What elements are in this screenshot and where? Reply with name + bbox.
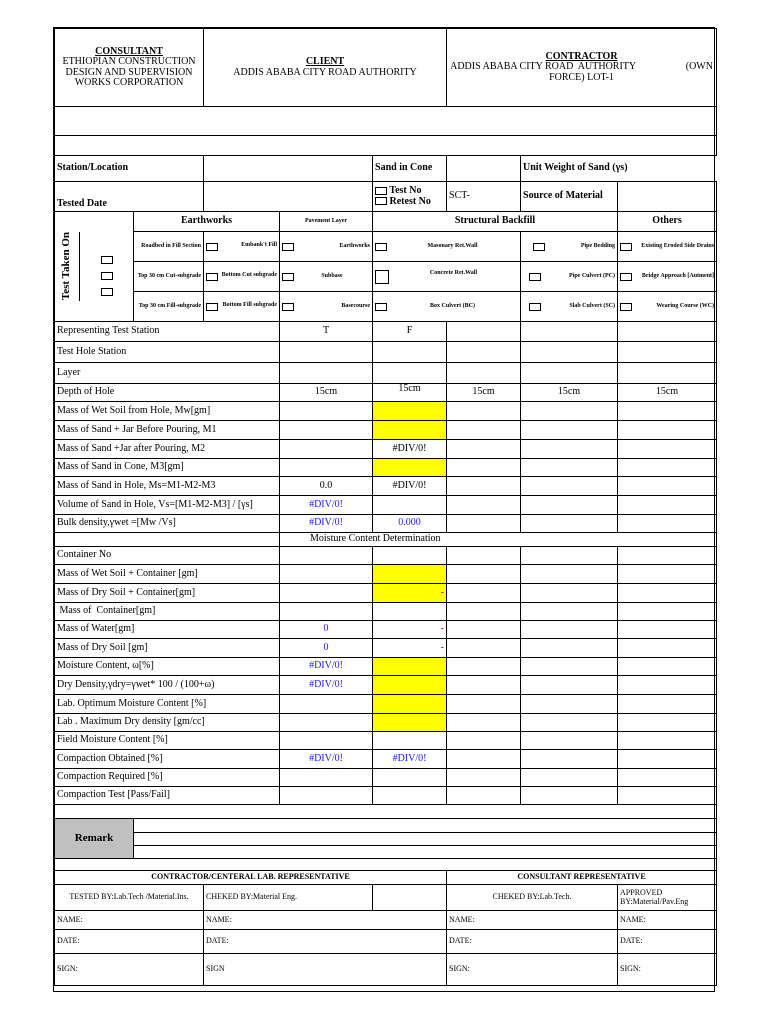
moisture-value-cell[interactable] [373, 676, 447, 695]
box-culvert-option [373, 292, 521, 322]
moisture-row-label: Mass of Wet Soil + Container [gm] [55, 565, 280, 584]
cheked-by-tech-label: CHEKED BY:Lab.Tech. [447, 885, 618, 911]
density-value-cell[interactable] [373, 342, 447, 363]
test-taken-on-cell [55, 212, 134, 322]
moisture-value-cell[interactable] [447, 676, 521, 695]
concrete-wall-option [373, 262, 521, 292]
density-row-label: Mass of Sand in Cone, M3[gm] [55, 459, 280, 477]
density-value-cell[interactable] [521, 363, 618, 384]
consultant-name: ETHIOPIAN CONSTRUCTION DESIGN AND SUPERVISION WORKS CORPORATION [62, 56, 196, 88]
moisture-value-cell[interactable] [521, 547, 618, 565]
density-row-label: Layer [55, 363, 280, 384]
tested-sign-field[interactable]: SIGN: [55, 954, 204, 986]
moisture-value-cell[interactable] [447, 603, 521, 621]
density-value-cell[interactable] [618, 515, 717, 533]
basecourse-option [280, 292, 373, 322]
moisture-value-cell[interactable]: - [373, 584, 447, 603]
moisture-value-cell[interactable]: #DIV/0! [280, 750, 373, 769]
density-value-cell[interactable] [373, 402, 447, 421]
bottom-fill-option [204, 292, 280, 322]
density-row-label: Volume of Sand in Hole, Vs=[M1-M2-M3] / [γs] [55, 496, 280, 515]
contractor-title: CONTRACTOR [545, 50, 618, 62]
moisture-row-label: Compaction Required [%] [55, 769, 280, 787]
moisture-value-cell[interactable] [373, 603, 447, 621]
moisture-row-label: Compaction Obtained [%] [55, 750, 280, 769]
density-value-cell[interactable] [521, 322, 618, 342]
client-header [204, 29, 447, 107]
density-value-cell[interactable] [521, 477, 618, 496]
density-value-cell[interactable] [521, 459, 618, 477]
moisture-value-cell[interactable] [521, 603, 618, 621]
density-value-cell[interactable] [447, 459, 521, 477]
box-culvert-checkbox[interactable] [375, 303, 387, 311]
pipe-culvert-label: Pipe Culvert (PC) [569, 272, 616, 279]
top30-fill-label: Top 30 cm Fill-subgrade [134, 292, 204, 322]
moisture-value-cell[interactable] [521, 676, 618, 695]
moisture-value-cell[interactable] [280, 769, 373, 787]
tested-date-field[interactable]: DATE: [55, 930, 204, 954]
moisture-value-cell[interactable] [373, 658, 447, 676]
density-value-cell[interactable] [521, 402, 618, 421]
box-culvert-label: Box Culvert (BC) [430, 302, 476, 309]
moisture-value-cell[interactable] [618, 695, 717, 714]
density-value-cell[interactable] [618, 477, 717, 496]
density-value-cell[interactable]: T [280, 322, 373, 342]
cheked-by-eng-label: CHEKED BY:Material Eng. [204, 885, 373, 911]
moisture-value-cell[interactable] [373, 732, 447, 750]
density-value-cell[interactable]: 15cm [280, 384, 373, 402]
density-value-cell[interactable] [447, 402, 521, 421]
density-value-cell[interactable] [447, 421, 521, 440]
moisture-value-cell[interactable] [447, 714, 521, 732]
moisture-value-cell[interactable] [521, 565, 618, 584]
cheked-eng-name-field[interactable]: NAME: [204, 911, 447, 930]
cheked-tech-name-field[interactable]: NAME: [447, 911, 618, 930]
density-value-cell[interactable] [521, 515, 618, 533]
density-value-cell[interactable] [373, 363, 447, 384]
pipe-bedding-label: Pipe Bedding [580, 242, 616, 249]
density-value-cell[interactable] [521, 496, 618, 515]
moisture-value-cell[interactable] [280, 787, 373, 805]
moisture-value-cell[interactable] [447, 565, 521, 584]
moisture-value-cell[interactable] [521, 621, 618, 639]
signoff-blank-1 [373, 885, 447, 911]
bottom-cut-checkbox[interactable] [206, 273, 218, 281]
contractor-header [447, 29, 717, 107]
moisture-row-label: Container No [55, 547, 280, 565]
density-value-cell[interactable] [447, 363, 521, 384]
moisture-value-cell[interactable] [280, 695, 373, 714]
density-value-cell[interactable] [280, 440, 373, 459]
density-value-cell[interactable] [618, 402, 717, 421]
embankt-fill-option [204, 232, 280, 262]
moisture-row-label: Lab. Optimum Moisture Content [%] [55, 695, 280, 714]
moisture-value-cell[interactable] [447, 658, 521, 676]
sand-in-cone-value[interactable] [447, 156, 521, 182]
embankt-fill-label: Embank't Fill [241, 242, 278, 248]
moisture-value-cell[interactable] [618, 603, 717, 621]
moisture-value-cell[interactable] [373, 695, 447, 714]
sand-in-cone-label: Sand in Cone [373, 156, 447, 182]
density-value-cell[interactable]: 15cm [618, 384, 717, 402]
moisture-value-cell[interactable] [447, 769, 521, 787]
density-value-cell[interactable] [280, 342, 373, 363]
top30-fill-checkbox[interactable] [101, 288, 113, 296]
cheked-tech-date-field[interactable]: DATE: [447, 930, 618, 954]
moisture-value-cell[interactable]: #DIV/0! [280, 658, 373, 676]
moisture-value-cell[interactable] [447, 695, 521, 714]
moisture-value-cell[interactable] [521, 714, 618, 732]
moisture-value-cell[interactable] [618, 621, 717, 639]
density-value-cell[interactable]: #DIV/0! [373, 477, 447, 496]
structural-backfill-group: Structural Backfill [373, 212, 618, 232]
density-value-cell[interactable] [618, 363, 717, 384]
station-location-value[interactable] [204, 156, 373, 182]
moisture-row-label: Compaction Test [Pass/Fail] [55, 787, 280, 805]
moisture-value-cell[interactable] [618, 787, 717, 805]
consultant-title: CONSULTANT [95, 45, 163, 57]
pipe-culvert-checkbox[interactable] [529, 273, 541, 281]
density-value-cell[interactable] [280, 363, 373, 384]
moisture-value-cell[interactable] [618, 547, 717, 565]
density-value-cell[interactable] [618, 421, 717, 440]
retest-no-label: Retest No [389, 195, 431, 207]
moisture-value-cell[interactable] [373, 547, 447, 565]
density-row-label: Mass of Wet Soil from Hole, Mw[gm] [55, 402, 280, 421]
moisture-value-cell[interactable] [447, 547, 521, 565]
moisture-value-cell[interactable] [521, 584, 618, 603]
moisture-value-cell[interactable] [447, 732, 521, 750]
field-density-form [53, 27, 715, 992]
moisture-value-cell[interactable] [618, 639, 717, 658]
masonary-checkbox[interactable] [375, 243, 387, 251]
density-row-label: Mass of Sand + Jar Before Pouring, M1 [55, 421, 280, 440]
approved-sign-field[interactable]: SIGN: [618, 954, 717, 986]
pipe-culvert-option [521, 262, 618, 292]
density-value-cell[interactable] [447, 496, 521, 515]
approved-by-label: APPROVED BY:Material/Pav.Eng [618, 885, 717, 911]
density-value-cell[interactable] [618, 459, 717, 477]
moisture-value-cell[interactable] [373, 787, 447, 805]
moisture-value-cell[interactable] [447, 787, 521, 805]
density-value-cell[interactable] [618, 322, 717, 342]
basecourse-checkbox[interactable] [282, 303, 294, 311]
test-retest-cell [373, 182, 447, 212]
density-row-label: Representing Test Station [55, 322, 280, 342]
eroded-drains-checkbox[interactable] [620, 243, 632, 251]
subbase-checkbox[interactable] [282, 273, 294, 281]
cheked-tech-sign-field[interactable]: SIGN: [447, 954, 618, 986]
bridge-approach-option [618, 262, 717, 292]
moisture-value-cell[interactable]: 0 [280, 639, 373, 658]
approved-name-field[interactable]: NAME: [618, 911, 717, 930]
density-value-cell[interactable] [373, 459, 447, 477]
eroded-drains-option [618, 232, 717, 262]
bridge-approach-checkbox[interactable] [620, 273, 632, 281]
density-value-cell[interactable] [447, 440, 521, 459]
remark-line-2[interactable] [134, 833, 717, 846]
density-value-cell[interactable]: F [373, 322, 447, 342]
density-value-cell[interactable] [280, 459, 373, 477]
moisture-value-cell[interactable] [447, 584, 521, 603]
remark-spacer [55, 805, 717, 819]
blank-row-2[interactable] [55, 136, 717, 156]
test-no-checkbox[interactable] [375, 187, 387, 195]
moisture-value-cell[interactable] [447, 621, 521, 639]
earthworks-option [280, 232, 373, 262]
consultant-header [55, 29, 204, 107]
blank-row-1[interactable] [55, 107, 717, 136]
moisture-value-cell[interactable] [280, 603, 373, 621]
client-title: CLIENT [305, 56, 345, 67]
bottom-fill-checkbox[interactable] [206, 303, 218, 311]
density-value-cell[interactable]: 15cm [373, 384, 447, 402]
bridge-approach-label: Bridge Approach [Autment] [641, 272, 715, 279]
earthworks-label: Earthworks [339, 242, 371, 249]
moisture-section-title: Moisture Content Determination [280, 533, 717, 547]
test-no-label: Test No [389, 185, 422, 196]
subbase-label: Subbase [321, 272, 343, 279]
density-row-label: Mass of Sand +Jar after Pouring, M2 [55, 440, 280, 459]
roadbed-fill-checkbox[interactable] [101, 256, 113, 264]
density-value-cell[interactable]: 15cm [521, 384, 618, 402]
cheked-eng-sign-field[interactable]: SIGN [204, 954, 447, 986]
remark-line-3[interactable] [134, 846, 717, 859]
density-value-cell[interactable] [447, 477, 521, 496]
density-value-cell[interactable] [618, 342, 717, 363]
moisture-row-label: Moisture Content, ω[%] [55, 658, 280, 676]
moisture-value-cell[interactable] [618, 676, 717, 695]
bottom-fill-label: Bottom Fill subgrade [222, 302, 278, 308]
sct-cell[interactable]: SCT- [447, 182, 521, 212]
moisture-value-cell[interactable]: #DIV/0! [280, 676, 373, 695]
density-value-cell[interactable] [280, 421, 373, 440]
consultant-rep-heading: CONSULTANT REPRESENTATIVE [447, 871, 717, 885]
pipe-bedding-option [521, 232, 618, 262]
subbase-option [280, 262, 373, 292]
moisture-value-cell[interactable] [521, 695, 618, 714]
masonary-label: Masonary Ret.Wall [427, 242, 478, 249]
concrete-wall-checkbox[interactable] [375, 270, 389, 284]
moisture-value-cell[interactable] [280, 714, 373, 732]
basecourse-label: Basecourse [341, 302, 371, 309]
density-value-cell[interactable] [521, 342, 618, 363]
density-row-label: Mass of Sand in Hole, Ms=M1-M2-M3 [55, 477, 280, 496]
moisture-row-label: Mass of Dry Soil [gm] [55, 639, 280, 658]
moisture-value-cell[interactable] [280, 565, 373, 584]
unit-weight-label [521, 156, 717, 182]
remark-line-1[interactable] [134, 819, 717, 833]
moisture-row-label: Mass of Container[gm] [55, 603, 280, 621]
moisture-value-cell[interactable] [521, 750, 618, 769]
moisture-value-cell[interactable] [618, 714, 717, 732]
top30-cut-checkbox[interactable] [101, 272, 113, 280]
moisture-value-cell[interactable] [618, 769, 717, 787]
source-material-value[interactable] [618, 182, 717, 212]
slab-culvert-checkbox[interactable] [529, 303, 541, 311]
density-value-cell[interactable] [280, 402, 373, 421]
client-name: ADDIS ABABA CITY ROAD AUTHORITY [233, 66, 417, 78]
density-row-label: Test Hole Station [55, 342, 280, 363]
moisture-value-cell[interactable] [618, 732, 717, 750]
moisture-value-cell[interactable] [280, 732, 373, 750]
roadbed-fill-label: Roadbed in Fill Section [134, 232, 204, 262]
moisture-value-cell[interactable] [373, 714, 447, 732]
density-value-cell[interactable]: 0.000 [373, 515, 447, 533]
tested-date-value[interactable] [204, 182, 373, 212]
tested-name-field[interactable]: NAME: [55, 911, 204, 930]
density-row-label: Depth of Hole [55, 384, 280, 402]
moisture-value-cell[interactable] [618, 584, 717, 603]
moisture-row-label: Mass of Dry Soil + Container[gm] [55, 584, 280, 603]
moisture-value-cell[interactable] [618, 565, 717, 584]
tested-by-label: TESTED BY:Lab.Tech /Material.Ins. [55, 885, 204, 911]
tested-date-label [55, 182, 204, 212]
moisture-value-cell[interactable] [447, 639, 521, 658]
earthworks-checkbox[interactable] [282, 243, 294, 251]
moisture-value-cell[interactable] [280, 547, 373, 565]
moisture-row-label: Lab . Maximum Dry density [gm/cc] [55, 714, 280, 732]
moisture-value-cell[interactable] [373, 565, 447, 584]
approved-date-field[interactable]: DATE: [618, 930, 717, 954]
density-value-cell[interactable] [373, 496, 447, 515]
moisture-value-cell[interactable] [373, 769, 447, 787]
density-value-cell[interactable] [521, 440, 618, 459]
density-value-cell[interactable] [618, 440, 717, 459]
density-value-cell[interactable] [447, 342, 521, 363]
moisture-value-cell[interactable]: - [373, 621, 447, 639]
slab-culvert-label: Slab Culvert (SC) [569, 302, 616, 309]
form-table [54, 28, 717, 986]
density-value-cell[interactable]: 15cm [447, 384, 521, 402]
moisture-value-cell[interactable] [521, 658, 618, 676]
moisture-value-cell[interactable]: - [373, 639, 447, 658]
top30-cut-label: Top 30 cm Cut-subgrade [134, 262, 204, 292]
others-group: Others [618, 212, 717, 232]
moisture-value-cell[interactable] [521, 639, 618, 658]
embankt-fill-checkbox[interactable] [206, 243, 218, 251]
moisture-value-cell[interactable]: 0 [280, 621, 373, 639]
moisture-row-label: Field Moisture Content [%] [55, 732, 280, 750]
moisture-title-spacer [55, 533, 280, 547]
density-value-cell[interactable] [447, 515, 521, 533]
moisture-value-cell[interactable] [618, 750, 717, 769]
eroded-drains-label: Existing Eroded Side Drains [641, 242, 715, 249]
pavement-layer-group: Pavement Layer [280, 212, 373, 232]
moisture-value-cell[interactable] [521, 732, 618, 750]
contractor-name: ADDIS ABABA CITY ROAD AUTHORITY (OWN FORCE) LOT-1 [450, 61, 716, 83]
station-location-label: Station/Location [55, 156, 204, 182]
moisture-value-cell[interactable] [618, 658, 717, 676]
wearing-course-checkbox[interactable] [620, 303, 632, 311]
density-value-cell[interactable] [521, 421, 618, 440]
density-value-cell[interactable]: 0.0 [280, 477, 373, 496]
test-taken-on-label: Test Taken On [60, 232, 73, 301]
moisture-value-cell[interactable] [521, 787, 618, 805]
tested-date-text: Tested Date [57, 197, 107, 209]
earthworks-group: Earthworks [134, 212, 280, 232]
wearing-course-option [618, 292, 717, 322]
moisture-row-label: Mass of Water[gm] [55, 621, 280, 639]
moisture-row-label: Dry Density,γdry=γwet* 100 / (100+ω) [55, 676, 280, 695]
cheked-eng-date-field[interactable]: DATE: [204, 930, 447, 954]
slab-culvert-option [521, 292, 618, 322]
concrete-wall-label: Concrete Ret.Wall [429, 269, 478, 276]
remark-label: Remark [55, 819, 134, 859]
remark-line-4[interactable] [55, 859, 717, 871]
density-value-cell[interactable]: #DIV/0! [373, 440, 447, 459]
density-value-cell[interactable]: #DIV/0! [280, 496, 373, 515]
moisture-value-cell[interactable] [447, 750, 521, 769]
moisture-value-cell[interactable] [521, 769, 618, 787]
density-value-cell[interactable] [373, 421, 447, 440]
source-material-label: Source of Material [521, 182, 618, 212]
density-value-cell[interactable] [447, 322, 521, 342]
bottom-cut-label: Bottom Cut subgrade [221, 272, 278, 278]
bottom-cut-option [204, 262, 280, 292]
density-value-cell[interactable] [618, 496, 717, 515]
retest-no-checkbox[interactable] [375, 197, 387, 205]
masonary-option [373, 232, 521, 262]
density-value-cell[interactable]: #DIV/0! [280, 515, 373, 533]
moisture-value-cell[interactable]: #DIV/0! [373, 750, 447, 769]
pipe-bedding-checkbox[interactable] [533, 243, 545, 251]
density-row-label: Bulk density,γwet =[Mw /Vs] [55, 515, 280, 533]
wearing-course-label: Wearing Course (WC) [656, 302, 715, 309]
moisture-value-cell[interactable] [280, 584, 373, 603]
contractor-rep-heading: CONTRACTOR/CENTERAL LAB. REPRESENTATIVE [55, 871, 447, 885]
unit-weight-text: Unit Weight of Sand (γs) [523, 162, 628, 174]
